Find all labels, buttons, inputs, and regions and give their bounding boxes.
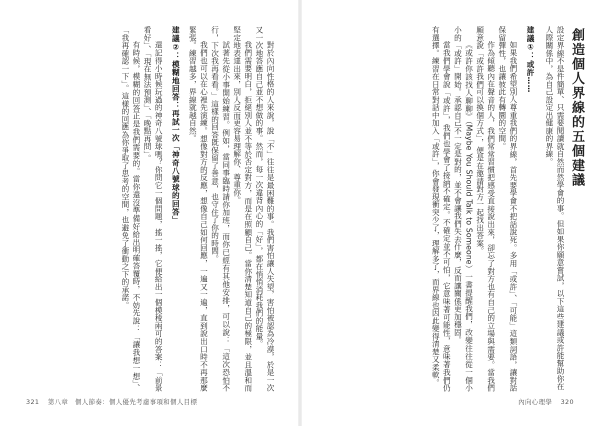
left-page-text [20, 26, 276, 392]
chapter-intro: 設定界線不是件簡單、只需要閱讀就自然而然學會的事。但如果你願意嘗試，以下這些建議或許能幫助你在人際關係中，為自己設定出健康的界線。 [544, 26, 565, 391]
left-closing-paragraph-1: 還記得小時候玩過的神奇八號球嗎？你問它一個問題，搖一搖，它便給出一個模稜兩可的答案：「前景看好」、「現在無法預測」、「晚點再問」。 [143, 26, 164, 392]
right-paragraph-3: 《或許你該找人聊聊》（Maybe You Should Talk to Someone）一書提醒我們，改變往往從一個小小的「或許」開始。承認自己不一定是對的，並不會讓我們失去什麼，反而讓關係更加穩固。 [453, 26, 474, 392]
right-page [300, 0, 600, 426]
right-running-head: 內向心理學 [518, 398, 553, 406]
left-subhead: 建議②：模糊地回答：再試一次「神奇八號球的回答」 [171, 26, 181, 225]
left-paragraph-4: 我們也可以在心裡先演練。想像對方的反應，想像自己如何回應，一遍又一遍，直到說出口時不再那麼緊張。練習越多，界線就越自然。 [188, 26, 209, 392]
left-paragraph-1: 對於內向性格的人來說，說「不」往往是最困難的事。我們害怕讓人失望，害怕被認為冷漠，於是一次又一次地答應自己並不想做的事。然而，每一次違背內心的「好」，都在悄悄消耗我們的能量。 [254, 26, 275, 392]
left-paragraph-3: 試著先從小事開始練習。例如，當同事臨時請你加班，而你已經有其他安排，可以說：「這次恐怕不行，下次我再看看。」這樣的回答既保留了善意，也守住了你的時間。 [210, 26, 231, 392]
right-page-text [326, 26, 536, 392]
right-footer [518, 397, 574, 406]
left-running-head: 第八章 個人節奏：個人優先考慮事項和個人目標 [47, 398, 198, 406]
left-closing-paragraph-2: 有時候，模糊的回答正是我們需要的。當你還沒準備好給出明確答覆時，不妨先說：「讓我想一想」、「我再確認一下」。這樣的回應為你爭取了思考的空間，也避免了衝動之下的承諾。 [120, 26, 141, 392]
right-page-number: 320 [560, 398, 574, 406]
left-footer [26, 397, 197, 406]
right-subhead: 建議①：或許…… [526, 26, 535, 93]
left-paragraph-2: 我們需要明白，拒絕別人並不等於否定對方，而是在照顧自己。當你清楚知道自己的極限，並且溫和而堅定地表達出來，別人反而更容易理解你、尊重你。 [232, 26, 253, 392]
right-paragraph-4: 當我們學會說「或許」，我們也學會了接納不確定。不確定並不可怕，它意味著可能性，意味著我們仍有選擇。練習在日常對話中加入「或許」，你會發現衝突少了，理解多了，而界線也因此變得清楚又柔軟。 [431, 26, 452, 392]
right-paragraph-2: 作為傾聽內在聲音的人，我們常常習慣把感受直接說出來，卻忘了對方也有自己的立場與需要。當我們願意說「或許我們可以換個方式」，便是在邀請對方一起找出答案。 [475, 26, 496, 392]
chapter-title: 創造個人界線的五個建議 [569, 28, 584, 188]
left-page-number: 321 [26, 398, 40, 406]
right-paragraph-1: 如果我們希望別人尊重我們的界線，首先要學會不把話說死。多用「或許」、「可能」這類詞語，讓對話保留彈性，也讓彼此有轉圜的空間。 [497, 26, 518, 392]
